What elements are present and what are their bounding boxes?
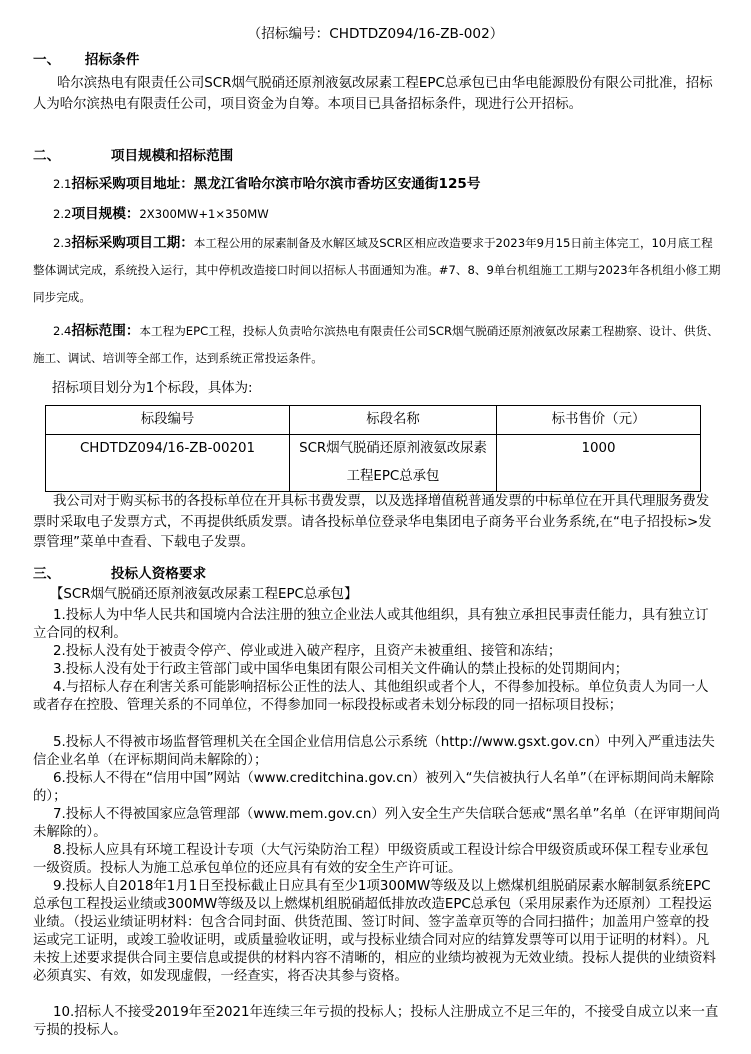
item-2-1-value: 黑龙江省哈尔滨市哈尔滨市香坊区安通街125号 [193,176,481,192]
section-1-heading [33,50,139,70]
lot-bracket-title: 【SCR烟气脱硝还原剂液氨改尿素工程EPC总承包】 [50,587,358,602]
section-3-number: 三、 [33,566,61,582]
section-3-heading [33,564,206,584]
table-header-row [46,406,701,435]
section-2-number: 二、 [33,148,61,164]
item-2-3-label: 招标采购项目工期： [71,235,194,251]
cell-lot-number: CHDTDZ094/16-ZB-00201 [46,435,290,492]
section-1-number: 一、 [33,52,61,68]
cell-lot-name: SCR烟气脱硝还原剂液氨改尿素工程EPC总承包 [290,435,497,492]
qual-item-9: 9.投标人自2018年1月1日至投标截止日应具有至少1项300MW等级及以上燃煤机组脱硝尿素水解制氨系统EPC总承包工程投运业绩或300MW等级及以上燃煤机组脱硝超低排放改造EPC总承包（采用尿素作为还原剂）工程投运业绩。（投运业绩证明材料：包含合同封面、供货范围、签订时间、签字盖章页等的合同扫描件；加盖用户签章的投运或完工证明，或竣工验收证明，或质量验收证明，或与投标业绩合同对应的结算发票等可以用于证明的材料）。凡未按上述要求提供合同主要信息或提供的材料内容不清晰的，相应的业绩均被视为无效业绩。投标人提供的业绩资料必须真实、有效，如发现虚假，一经查实，将否决其参与资格。 [33,879,716,984]
item-2-2-value: 2X300MW+1×350MW [139,207,269,221]
qual-item-2: 2.投标人没有处于被责令停产、停业或进入破产程序，且资产未被重组、接管和冻结； [53,644,562,659]
item-2-1-label: 招标采购项目地址： [71,176,194,192]
item-2-1 [33,171,723,198]
section-2-title: 项目规模和招标范围 [110,148,234,164]
section-2-heading [33,146,233,166]
invoice-note: 我公司对于购买标书的各投标单位在开具标书费发票，以及选择增值税普通发票的中标单位在开具代理服务费发票时采取电子发票方式，不再提供纸质发票。请各投标单位登录华电集团电子商务平台业务系统,在“电子招投标>发票管理”菜单中查看、下载电子发票。 [33,494,712,550]
item-2-2-number: 2.2 [53,207,72,221]
qual-item-6: 6.投标人不得在“信用中国”网站（www.creditchina.gov.cn）被列入“失信被执行人名单”（在评标期间尚未解除的）； [33,771,714,804]
table-row [46,435,701,492]
qual-item-8: 8.投标人应具有环境工程设计专项（大气污染防治工程）甲级资质或工程设计综合甲级资质或环保工程专业承包一级资质。投标人为施工总承包单位的还应具有有效的安全生产许可证。 [33,843,709,876]
qual-item-7: 7.投标人不得被国家应急管理部（www.mem.gov.cn）列入安全生产失信联合惩戒“黑名单”名单（在评审期间尚未解除的）。 [33,807,721,840]
section-1-title: 招标条件 [84,52,140,68]
item-2-1-number: 2.1 [53,177,72,191]
tender-number: （招标编号：CHDTDZ094/16-ZB-002） [247,26,504,42]
qual-item-4: 4.与招标人存在利害关系可能影响招标公正性的法人、其他组织或者个人，不得参加投标。单位负责人为同一人或者存在控股、管理关系的不同单位，不得参加同一标段投标或者未划分标段的同一招标项目投标； [33,680,709,713]
item-2-4 [33,318,723,372]
qual-item-5: 5.投标人不得被市场监督管理机关在全国企业信用信息公示系统（http://www.gsxt.gov.cn）中列入严重违法失信企业名单（在评标期间尚未解除的）； [33,735,715,768]
item-2-3-value: 本工程公用的尿素制备及水解区域及SCR区相应改造要求于2023年9月15日前主体完工，10月底工程整体调试完成，系统投入运行，其中停机改造接口时间以招标人书面通知为准。#7、8、9单台机组施工工期与2023年各机组小修工期同步完成。 [33,236,721,304]
lot-intro: 招标项目划分为1个标段，具体为: [52,381,253,396]
col-header-lot-number: 标段编号 [46,406,290,435]
item-2-3 [33,230,723,311]
item-2-2 [33,201,723,228]
qual-item-3: 3.投标人没有处于行政主管部门或中国华电集团有限公司相关文件确认的禁止投标的处罚期间内； [53,662,629,677]
section-3-title: 投标人资格要求 [110,566,207,582]
item-2-4-number: 2.4 [53,324,72,338]
section-1-body: 哈尔滨热电有限责任公司SCR烟气脱硝还原剂液氨改尿素工程EPC总承包已由华电能源股份有限公司批准，招标人为哈尔滨热电有限责任公司，项目资金为自筹。本项目已具备招标条件，现进行公开招标。 [33,76,713,112]
item-2-3-number: 2.3 [53,236,72,250]
col-header-lot-name: 标段名称 [290,406,497,435]
item-2-2-label: 项目规模： [71,206,140,222]
qual-item-10: 10.招标人不接受2019年至2021年连续三年亏损的投标人；投标人注册成立不足三年的，不接受自成立以来一直亏损的投标人。 [33,1005,719,1038]
item-2-4-value: 本工程为EPC工程，投标人负责哈尔滨热电有限责任公司SCR烟气脱硝还原剂液氨改尿素工程勘察、设计、供货、施工、调试、培训等全部工作，达到系统正常投运条件。 [33,324,719,365]
cell-price: 1000 [497,435,701,492]
qual-item-1: 1.投标人为中华人民共和国境内合法注册的独立企业法人或其他组织，具有独立承担民事责任能力，具有独立订立合同的权利。 [33,608,709,641]
bid-lot-table [45,405,701,492]
item-2-4-label: 招标范围： [71,323,140,339]
col-header-price: 标书售价（元） [497,406,701,435]
